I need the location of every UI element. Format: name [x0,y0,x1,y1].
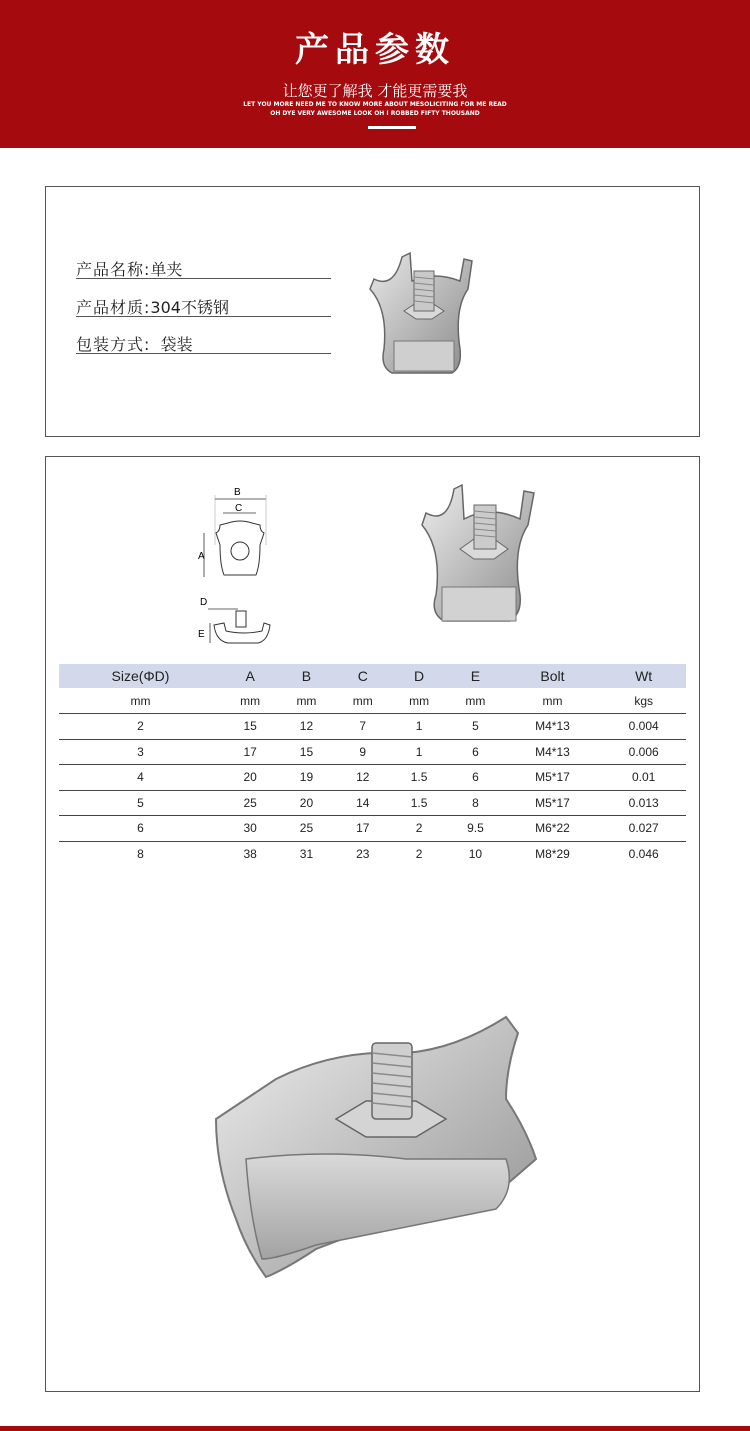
table-cell: 31 [299,847,314,861]
column-header: Wt [601,664,686,688]
table-cell: 5 [447,714,503,740]
table-cell: 25 [222,790,278,816]
table-cell: M5*17 [504,765,602,791]
specification-table [59,664,686,867]
info-value: 304不锈钢 [150,298,229,317]
table-row [59,765,686,791]
banner-english-line-1: LET YOU MORE NEED ME TO KNOW MORE ABOUT MESOLICITING FOR ME READ [243,101,507,108]
wire-clamp-photo-front [416,479,566,649]
table-cell: 7 [335,714,391,740]
table-cell: 0.01 [601,765,686,791]
table-row [59,714,686,740]
table-cell: 0.046 [628,847,659,861]
dim-label-c: C [235,503,243,514]
page-title: 产品参数 [295,30,455,70]
table-cell: 10 [468,847,483,861]
table-cell: 30 [222,816,278,842]
info-row-packaging [76,332,331,354]
table-cell: 15 [222,714,278,740]
table-cell: 38 [243,847,257,861]
table-cell: 0.013 [601,790,686,816]
table-cell: 8 [447,790,503,816]
product-info-panel [45,186,700,437]
table-cell: 2 [391,816,447,842]
column-header: Size(ΦD) [59,664,222,688]
info-value: 单夹 [150,260,183,279]
table-cell: 4 [59,765,222,791]
banner-subtitle: 让您更了解我 才能更需要我 [282,82,468,100]
unit-cell: mm [391,688,447,714]
dim-label-b: B [234,487,241,498]
table-row [59,739,686,765]
column-header: A [222,664,278,688]
table-cell: 15 [278,739,334,765]
info-label: 产品名称: [76,260,151,279]
table-cell: 5 [59,790,222,816]
table-cell: 1 [391,739,447,765]
table-cell: 0.004 [601,714,686,740]
info-label: 包装方式: [76,335,151,354]
unit-cell: mm [278,688,334,714]
column-header: E [447,664,503,688]
table-cell: 20 [278,790,334,816]
info-row-name [76,257,331,279]
table-row [59,790,686,816]
table-cell: 23 [356,847,370,861]
table-header-row [59,664,686,688]
table-cell: 2 [415,847,423,861]
wire-clamp-photo [364,249,506,399]
info-value: 袋装 [160,335,193,354]
unit-cell: mm [335,688,391,714]
dim-label-e: E [198,629,205,640]
table-cell: 19 [278,765,334,791]
column-header: Bolt [504,664,602,688]
table-cell: 6 [447,765,503,791]
table-cell: 1.5 [391,765,447,791]
table-cell: 20 [222,765,278,791]
banner-divider [368,126,416,129]
table-cell: 17 [335,816,391,842]
table-cell: M4*13 [504,739,602,765]
unit-cell: mm [504,688,602,714]
unit-cell: mm [447,688,503,714]
column-header: B [278,664,334,688]
table-cell: 3 [59,739,222,765]
table-row [59,841,686,867]
table-cell: 6 [447,739,503,765]
table-cell: 17 [222,739,278,765]
wire-clamp-photo-large [206,1009,546,1281]
footer-bar [0,1426,750,1431]
unit-cell: mm [59,688,222,714]
dim-label-d: D [200,597,208,608]
table-cell: M8*29 [535,847,570,861]
table-row [59,816,686,842]
unit-cell: kgs [601,688,686,714]
table-cell: 9 [335,739,391,765]
unit-cell: mm [222,688,278,714]
table-cell: M6*22 [504,816,602,842]
dim-label-a: A [198,551,205,562]
banner-english-line-2: OH DYE VERY AWESOME LOOK OH I ROBBED FIFTY THOUSAND [270,110,480,117]
table-cell: 6 [59,816,222,842]
column-header: D [391,664,447,688]
table-cell: 2 [59,714,222,740]
table-cell: 12 [278,714,334,740]
table-cell: 12 [335,765,391,791]
dimension-diagram [198,485,273,647]
table-cell: 0.006 [601,739,686,765]
table-cell: 8 [137,847,144,861]
table-cell: M5*17 [504,790,602,816]
info-row-material [76,295,331,317]
table-cell: 1.5 [391,790,447,816]
table-cell: 0.027 [601,816,686,842]
table-cell: M4*13 [504,714,602,740]
table-cell: 14 [335,790,391,816]
table-cell: 9.5 [447,816,503,842]
table-cell: 25 [278,816,334,842]
table-cell: 1 [391,714,447,740]
specification-panel [45,456,700,1392]
header-banner [0,0,750,148]
column-header: C [335,664,391,688]
info-label: 产品材质: [76,298,151,317]
units-row [59,688,686,714]
